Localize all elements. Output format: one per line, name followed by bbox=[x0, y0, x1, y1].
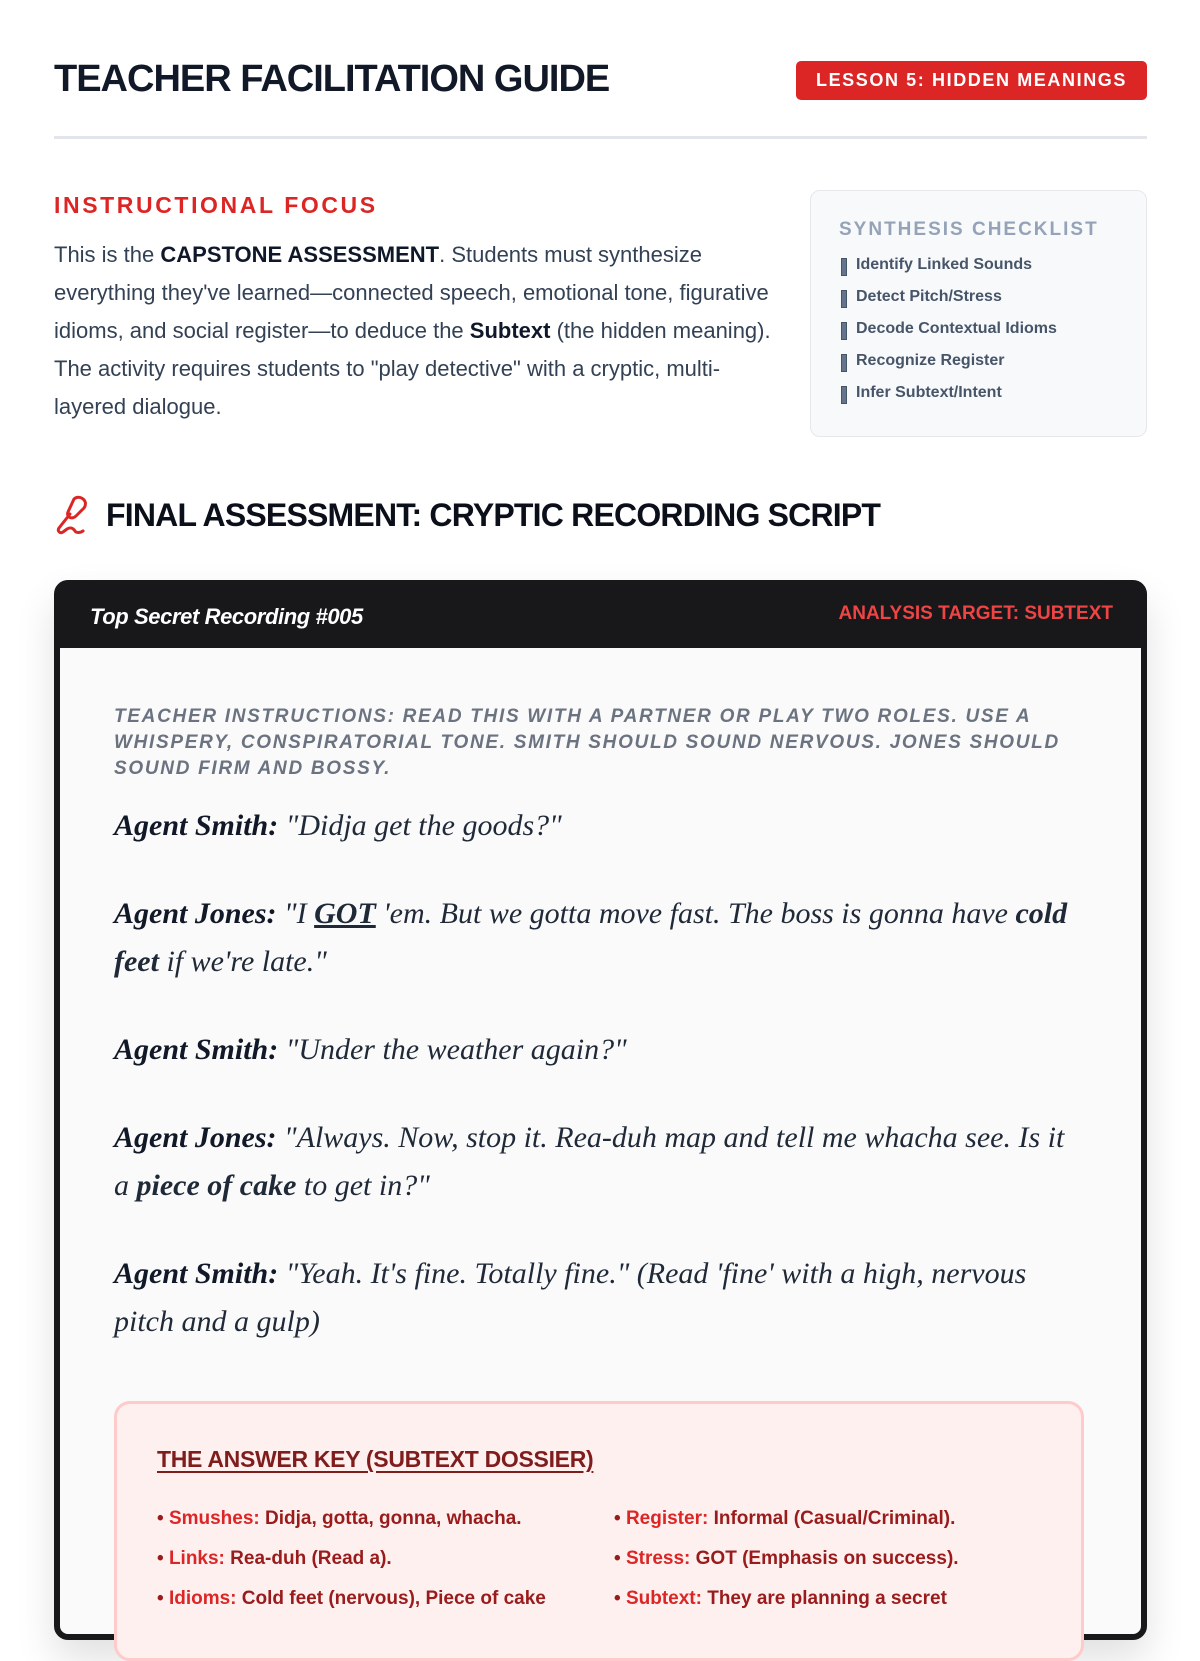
idiom-phrase: cold feet bbox=[114, 897, 1068, 978]
dialogue-line bbox=[114, 890, 1074, 986]
checklist-item[interactable] bbox=[839, 320, 1146, 352]
recording-title-bar bbox=[60, 586, 1141, 648]
answer-label: Idioms: bbox=[168, 1588, 237, 1609]
answer-key-title: THE ANSWER KEY (SUBTEXT DOSSIER) bbox=[157, 1446, 594, 1472]
answer-value: Informal (Casual/Criminal). bbox=[708, 1508, 956, 1529]
page-header bbox=[54, 56, 1147, 139]
answer-item: • Register: Informal (Casual/Criminal). bbox=[614, 1508, 956, 1529]
speaker-name: Agent Smith: bbox=[114, 1033, 279, 1066]
answer-label: Stress: bbox=[625, 1548, 691, 1569]
checkbox-icon bbox=[841, 258, 847, 276]
answer-item: • Smushes: Didja, gotta, gonna, whacha. bbox=[157, 1508, 522, 1529]
answer-label: Subtext: bbox=[625, 1588, 702, 1609]
focus-text-part: . Students must synthesize everything they've learned—connected speech, emotional tone, figurative idioms, and social register—to deduce the bbox=[54, 242, 769, 343]
dialogue-text: if we're late." bbox=[158, 945, 327, 978]
speaker-name: Agent Smith: bbox=[114, 1257, 279, 1290]
answer-key-dossier bbox=[114, 1401, 1084, 1661]
focus-text-part: (the hidden meaning). The activity requires students to "play detective" with a cryptic, multi-layered dialogue. bbox=[54, 318, 771, 419]
dialogue-text: "Didja get the goods?" bbox=[278, 809, 562, 842]
checklist-item[interactable] bbox=[839, 352, 1146, 384]
recording-script bbox=[114, 704, 1074, 1386]
answer-label: Smushes: bbox=[168, 1508, 260, 1529]
dialogue-line bbox=[114, 1114, 1074, 1210]
dialogue-line bbox=[114, 1250, 1074, 1346]
answer-value: Rea-duh (Read a). bbox=[224, 1548, 392, 1569]
answer-item: • Subtext: They are planning a secret bbox=[614, 1588, 947, 1609]
recording-card bbox=[54, 580, 1147, 1640]
checklist-item[interactable] bbox=[839, 288, 1146, 320]
dialogue-text: "Always. Now, stop it. Rea-duh map and tell me whacha see. Is it a bbox=[114, 1121, 1065, 1202]
speaker-name: Agent Jones: bbox=[114, 897, 277, 930]
page-title: TEACHER FACILITATION GUIDE bbox=[54, 58, 610, 100]
checklist-item-label: Identify Linked Sounds bbox=[856, 256, 1033, 273]
answer-item: • Stress: GOT (Emphasis on success). bbox=[614, 1548, 959, 1569]
speaker-name: Agent Jones: bbox=[114, 1121, 277, 1154]
answer-label: Links: bbox=[168, 1548, 225, 1569]
checklist-items bbox=[839, 256, 1146, 416]
dialogue-line bbox=[114, 802, 1074, 850]
checklist-item-label: Detect Pitch/Stress bbox=[856, 288, 1002, 305]
answer-item: • Idioms: Cold feet (nervous), Piece of cake bbox=[157, 1588, 546, 1609]
dialogue-text: "I bbox=[276, 897, 315, 930]
answer-value: Cold feet (nervous), Piece of cake bbox=[236, 1588, 546, 1609]
answer-item: • Links: Rea-duh (Read a). bbox=[157, 1548, 392, 1569]
checklist-item[interactable] bbox=[839, 384, 1146, 416]
lesson-badge: LESSON 5: HIDDEN MEANINGS bbox=[796, 61, 1147, 100]
speaker-name: Agent Smith: bbox=[114, 809, 279, 842]
capstone-emphasis: CAPSTONE ASSESSMENT bbox=[160, 242, 440, 267]
analysis-target: ANALYSIS TARGET: SUBTEXT bbox=[838, 603, 1113, 624]
checkbox-icon bbox=[841, 386, 847, 404]
checklist-item-label: Recognize Register bbox=[856, 352, 1005, 369]
assessment-heading bbox=[54, 493, 880, 537]
assessment-title: FINAL ASSESSMENT: CRYPTIC RECORDING SCRIPT bbox=[106, 496, 881, 533]
answer-label: Register: bbox=[625, 1508, 709, 1529]
instructional-focus-heading: INSTRUCTIONAL FOCUS bbox=[54, 192, 378, 218]
dialogue-text: to get in?" bbox=[296, 1169, 430, 1202]
checklist-item-label: Infer Subtext/Intent bbox=[856, 384, 1002, 401]
checklist-title: SYNTHESIS CHECKLIST bbox=[839, 219, 1099, 240]
checklist-item-label: Decode Contextual Idioms bbox=[856, 320, 1057, 337]
focus-text-part: This is the bbox=[54, 242, 161, 267]
dialogue-text: "Under the weather again?" bbox=[278, 1033, 627, 1066]
stressed-word: GOT bbox=[314, 897, 376, 930]
subtext-emphasis: Subtext bbox=[469, 318, 551, 343]
teacher-instructions: TEACHER INSTRUCTIONS: READ THIS WITH A PARTNER OR PLAY TWO ROLES. USE A WHISPERY, CONSPIRATORIAL TONE. SMITH SHOULD SOUND NERVOUS. JONES SHOULD SOUND FIRM AND BOSSY. bbox=[114, 706, 1060, 779]
answer-value: Didja, gotta, gonna, whacha. bbox=[259, 1508, 522, 1529]
synthesis-checklist bbox=[810, 190, 1147, 437]
checklist-item[interactable] bbox=[839, 256, 1146, 288]
checkbox-icon bbox=[841, 290, 847, 308]
recording-title: Top Secret Recording #005 bbox=[90, 604, 363, 629]
answer-key-list bbox=[157, 1499, 1081, 1619]
instructional-focus-text bbox=[54, 236, 774, 426]
dialogue-text: 'em. But we gotta move fast. The boss is gonna have bbox=[375, 897, 1016, 930]
dialogue-line bbox=[114, 1026, 1074, 1074]
checkbox-icon bbox=[841, 354, 847, 372]
answer-value: GOT (Emphasis on success). bbox=[690, 1548, 959, 1569]
idiom-phrase: piece of cake bbox=[136, 1169, 297, 1202]
answer-value: They are planning a secret bbox=[701, 1588, 947, 1609]
dialogue-text: "Yeah. It's fine. Totally fine." (Read 'fine' with a high, nervous pitch and a gulp) bbox=[114, 1257, 1027, 1338]
microphone-icon bbox=[54, 495, 90, 535]
checkbox-icon bbox=[841, 322, 847, 340]
